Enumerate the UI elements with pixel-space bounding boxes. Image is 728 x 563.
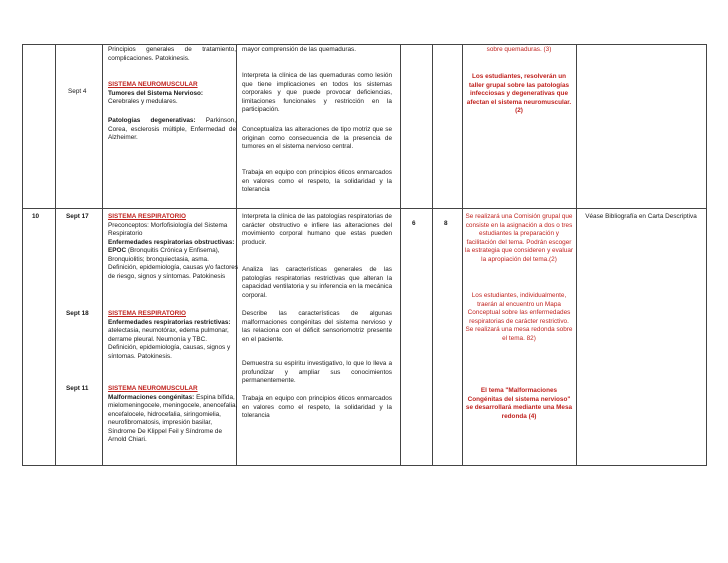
- topic-text: Espina bífida, mielomeningocele, meningocele, anencefalia, encefalocele, hidrocefalia, siringomielia, neurofibromatosis, impresión basilar, Síndrome De Klippel Feil y Síndrome de Arnold Chiari.: [108, 393, 238, 443]
- topic-subtitle: Tumores del Sistema Nervioso:: [108, 89, 204, 97]
- column-divider: [102, 44, 103, 466]
- topic-block: [108, 117, 236, 143]
- competence-text: Analiza las características generales de las patologías respiratorias restrictivas que alteran la capacidad ventilatoria y su inferencia en la mecánica corporal.: [242, 266, 392, 299]
- strategy-text: Los estudiantes, individualmente, traerán al encuentro un Mapa Conceptual sobre las enfermedades respiratorias de carácter restrictivo. Se realizará una mesa redonda sobre el tema. 82): [465, 292, 573, 342]
- topic-title: SISTEMA NEUROMUSCULAR: [108, 81, 198, 88]
- topic-subtitle: Patologías degenerativas:: [108, 117, 196, 124]
- strategy-text: sobre quemaduras. (3): [486, 46, 552, 53]
- bibliography-text: Véase Bibliografía en Carta Descriptiva: [585, 213, 697, 220]
- week-date: Sept 4: [68, 88, 87, 95]
- table-row-divider: [22, 208, 707, 209]
- week-date: Sept 18: [66, 310, 89, 317]
- topic-text: Cerebrales y medulares.: [108, 98, 178, 105]
- strategy-text: Los estudiantes, resolverán un taller grupal sobre las patologías infecciosas y degenerativas que afectan el sistema neuromuscular. (2): [466, 73, 572, 114]
- week-date: Sept 11: [66, 385, 89, 392]
- table-border-bottom: [22, 465, 707, 466]
- topic-text: (Bronquitis Crónica y Enfisema), Bronquiolitis; bronquiectasia, asma. Definición, epidemiología, causas y/o factores de riesgo, signos y síntomas. Patokinesis: [108, 247, 239, 280]
- row-number: 10: [32, 213, 40, 220]
- topic-block: [108, 394, 238, 445]
- strategy-text: Se realizará una Comisión grupal que consiste en la asignación a dos o tres estudiantes la preparación y facilitación del tema. Podrán escoger la estrategia que consideren y evaluar la apropiación del tema.(2): [465, 213, 573, 263]
- competence-text: Trabaja en equipo con principios éticos enmarcados en valores como el respeto, la solidaridad y la tolerancia: [242, 395, 392, 419]
- competence-text: Conceptualiza las alteraciones de tipo motriz que se originan como consecuencia de la presencia de tumores en el sistema nervioso central.: [242, 126, 392, 150]
- column-divider: [576, 44, 577, 466]
- topic-subtitle: Malformaciones congénitas:: [108, 393, 195, 401]
- competence-text: Interpreta la clínica de las quemaduras como lesión que tiene implicaciones en todos los sistemas corporales y que puede provocar deficiencias, limitaciones funcionales y restricción en la participación.: [242, 72, 392, 113]
- topic-block: [108, 239, 238, 282]
- competence-text: Describe las características de algunas malformaciones congénitas del sistema nervioso y las relaciona con el déficit sensoriomotriz presente en el paciente.: [242, 310, 392, 343]
- hours-value: 6: [412, 220, 416, 227]
- hours-value: 8: [444, 220, 448, 227]
- topic-title: SISTEMA RESPIRATORIO: [108, 213, 186, 220]
- column-divider: [22, 44, 23, 466]
- topic-title: SISTEMA NEUROMUSCULAR: [108, 385, 198, 392]
- column-divider: [462, 44, 463, 466]
- table-border-right: [706, 44, 707, 466]
- topic-title: SISTEMA RESPIRATORIO: [108, 310, 186, 317]
- competence-text: mayor comprensión de las quemaduras.: [242, 46, 357, 53]
- competence-text: Interpreta la clínica de las patologías respiratorias de carácter obstructivo e infiere las alteraciones del movimiento corporal humano que estas pueden producir.: [242, 213, 392, 246]
- topic-text: Preconceptos: Morfofisiología del Sistema Respiratorio: [108, 221, 228, 237]
- column-divider: [400, 44, 401, 466]
- week-date: Sept 17: [66, 213, 89, 220]
- column-divider: [55, 44, 56, 466]
- competence-text: Demuestra su espíritu investigativo, lo que lo lleva a profundizar y ampliar sus conocimientos permanentemente.: [242, 360, 392, 384]
- table-border-top: [22, 44, 707, 45]
- topic-intro: Principios generales de tratamiento, complicaciones. Patokinesis.: [108, 46, 236, 62]
- topic-subtitle: Enfermedades respiratorias restrictivas:: [108, 318, 231, 326]
- topic-block: [108, 319, 232, 362]
- topic-text: Parkinson, Corea, esclerosis múltiple, Enfermedad de Alzheimer.: [108, 117, 236, 141]
- strategy-text: El tema "Malformaciones Congénitas del sistema nervioso" se desarrollará mediante una Mesa redonda (4): [465, 387, 573, 420]
- column-divider: [432, 44, 433, 466]
- topic-subtitle: Enfermedades respiratorias obstructivas: EPOC: [108, 238, 235, 254]
- topic-text: atelectasia, neumotórax, edema pulmonar, derrame pleural. Neumonía y TBC. Definición, epidemiología, causas, signos y síntomas. Patokinesis.: [108, 327, 231, 360]
- competence-text: Trabaja en equipo con principios éticos enmarcados en valores como el respeto, la solidaridad y la tolerancia: [242, 169, 392, 193]
